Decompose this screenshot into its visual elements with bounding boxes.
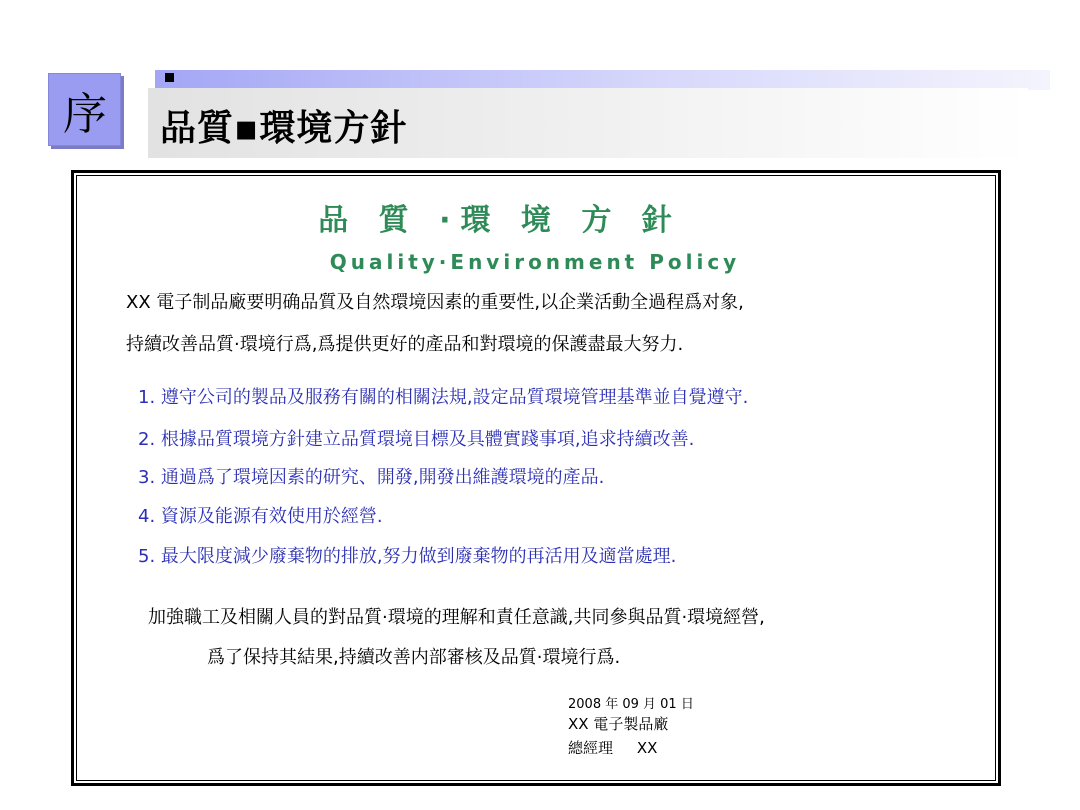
header-bullet	[165, 73, 174, 82]
policy-subtitle: Quality·Environment Policy	[329, 250, 741, 274]
intro-line-1: XX 電子制品廠要明确品質及自然環境因素的重要性,以企業活動全過程爲对象,	[126, 292, 744, 313]
policy-title: 品 質 ·環 境 方 針	[318, 203, 682, 238]
section-tab	[48, 73, 121, 146]
section-tab-char: 序	[63, 89, 107, 140]
policy-item-4: 4. 資源及能源有效使用於經營.	[138, 506, 383, 527]
page-title: 品質▪環境方針	[160, 108, 408, 149]
policy-item-5: 5. 最大限度減少廢棄物的排放,努力做到廢棄物的再活用及適當處理.	[138, 546, 677, 567]
policy-item-2: 2. 根據品質環境方針建立品質環境目標及具體實踐事項,追求持續改善.	[138, 429, 695, 450]
closing-line-2: 爲了保持其結果,持續改善内部審核及品質·環境行爲.	[207, 647, 621, 668]
signature-signer: 總經理 XX	[568, 739, 658, 757]
closing-line-1: 加強職工及相關人員的對品質·環境的理解和責任意識,共同參與品質·環境經營,	[148, 607, 765, 628]
intro-line-2: 持續改善品質·環境行爲,爲提供更好的產品和對環境的保護盡最大努力.	[126, 334, 684, 355]
policy-item-1: 1. 遵守公司的製品及服務有關的相關法規,設定品質環境管理基準並自覺遵守.	[138, 387, 749, 408]
signature-date: 2008 年 09 月 01 日	[568, 697, 694, 712]
signature-company: XX 電子製品廠	[568, 715, 669, 733]
policy-item-3: 3. 通過爲了環境因素的研究、開發,開發出維護環境的產品.	[138, 467, 605, 488]
header-accent-bar	[155, 70, 1050, 90]
